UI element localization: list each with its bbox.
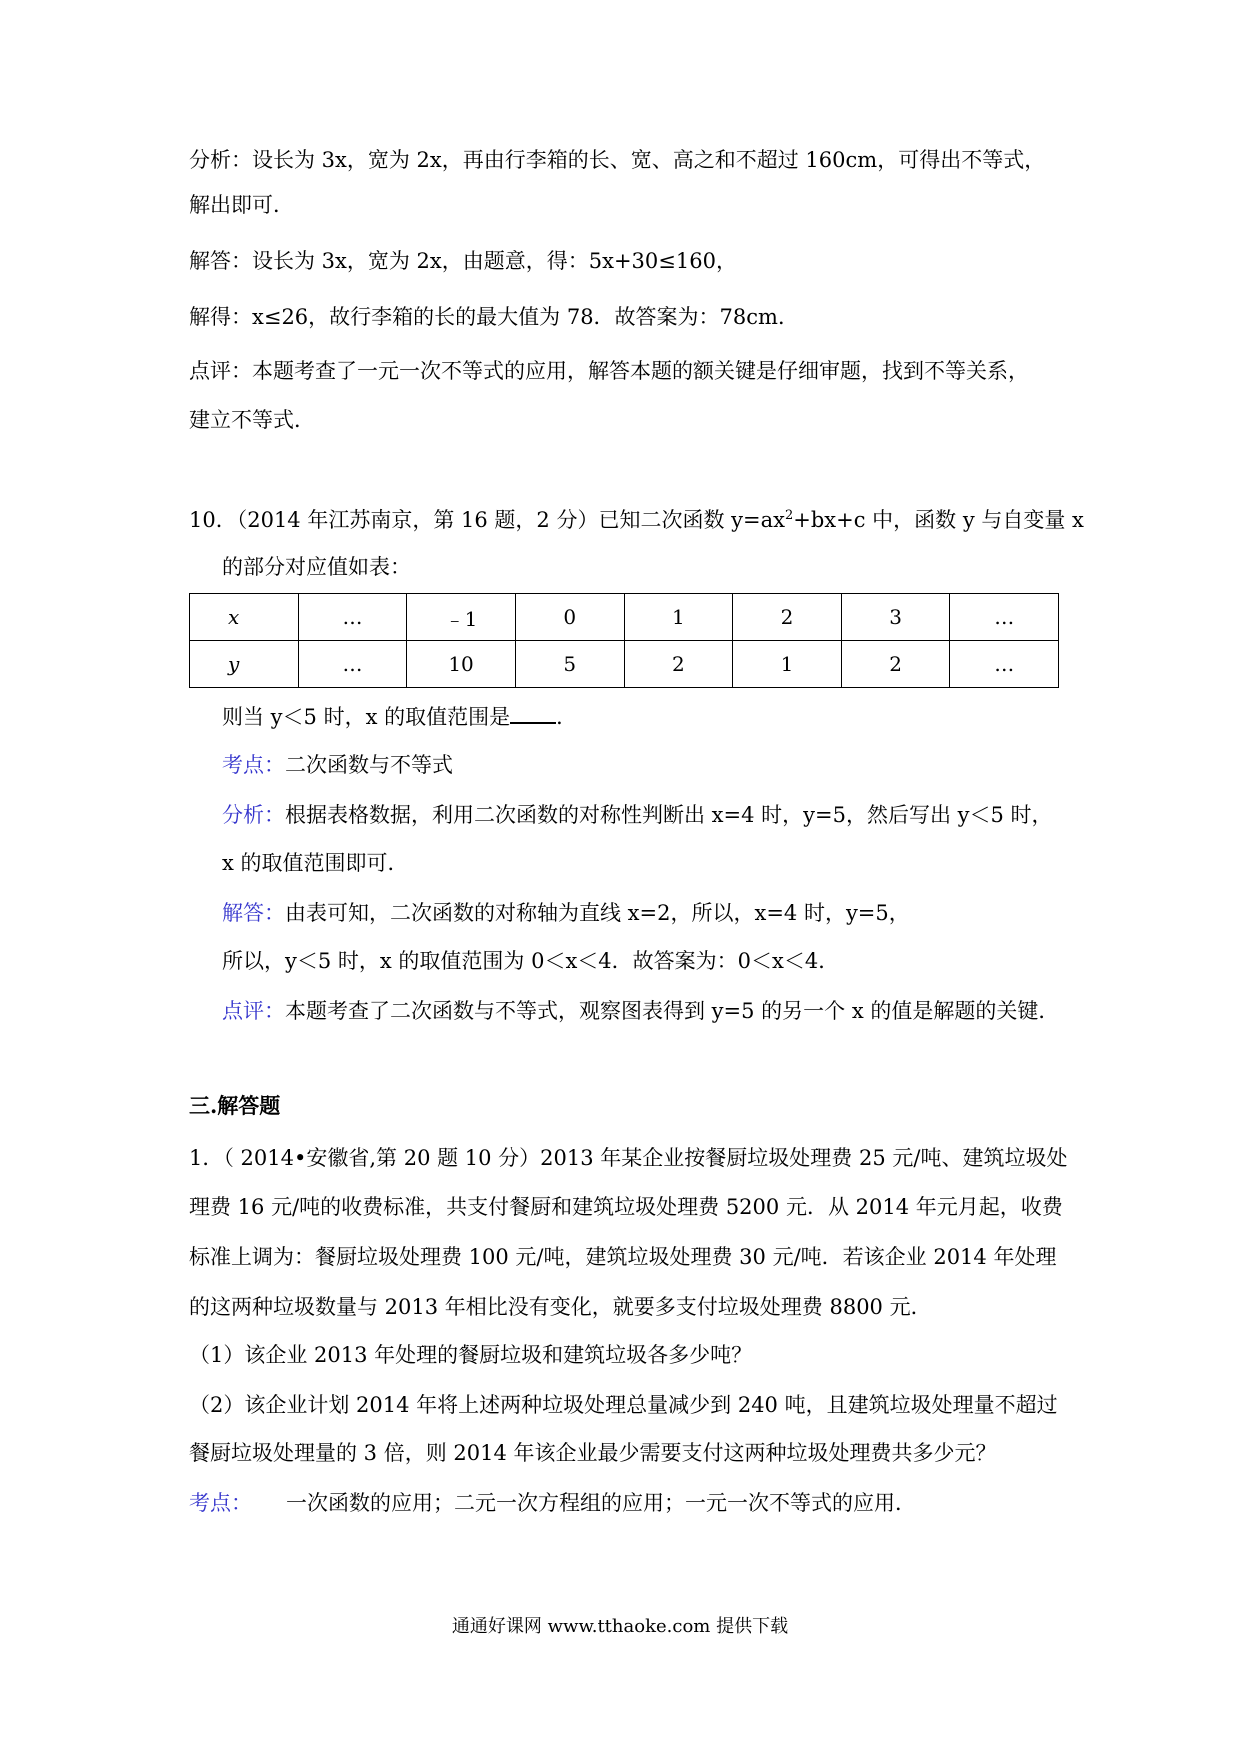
table-cell: 10: [407, 641, 516, 688]
solution-line-1: 解答：设长为 3x，宽为 2x，由题意，得：5x+30≤160，: [189, 249, 737, 273]
answer-blank: [510, 702, 556, 724]
dianping-text: 本题考查了二次函数与不等式，观察图表得到 y=5 的另一个 x 的值是解题的关键．: [285, 999, 1060, 1023]
table-cell: 3: [841, 594, 950, 641]
table-cell: 2: [624, 641, 733, 688]
fenxi-label: 分析：: [222, 803, 285, 827]
q1-line-1: 1．（ 2014•安徽省,第 20 题 10 分）2013 年某企业按餐厨垃圾处理费 25 元/吨、建筑垃圾处: [189, 1146, 1068, 1170]
table-cell: y: [190, 641, 299, 688]
table-cell: 0: [515, 594, 624, 641]
q1-line-4: 的这两种垃圾数量与 2013 年相比没有变化，就要多支付垃圾处理费 8800 元．: [189, 1295, 932, 1319]
q10-fenxi: [222, 800, 1053, 830]
section-title: 三.解答题: [189, 1093, 281, 1118]
analysis-line-1: 分析：设长为 3x，宽为 2x，再由行李箱的长、宽、高之和不超过 160cm，可得出不等式，: [189, 148, 1046, 172]
sub-question-1: （1）该企业 2013 年处理的餐厨垃圾和建筑垃圾各多少吨？: [189, 1343, 753, 1367]
kaodian-label: 考点：: [222, 753, 285, 777]
q10-kaodian: [222, 750, 453, 780]
table-cell: 2: [733, 594, 842, 641]
table-cell: 5: [515, 641, 624, 688]
comment-line-1: 点评：本题考查了一元一次不等式的应用，解答本题的额关键是仔细审题，找到不等关系，: [189, 359, 1029, 383]
q10-jieda: [222, 898, 910, 928]
jieda-text-1: 由表可知，二次函数的对称轴为直线 x=2，所以，x=4 时，y=5，: [285, 901, 910, 925]
page-footer: 通通好课网 www.tthaoke.com 提供下载: [451, 1616, 789, 1637]
fenxi-text-2: x 的取值范围即可．: [222, 851, 409, 875]
q1-kaodian: [189, 1488, 916, 1518]
table-cell: …: [298, 641, 407, 688]
table-cell: 1: [624, 594, 733, 641]
q10-question: [222, 702, 577, 732]
q1-line-2: 理费 16 元/吨的收费标准，共支付餐厨和建筑垃圾处理费 5200 元．从 2014 年元月起，收费: [189, 1195, 1063, 1219]
solution-line-2: 解得：x≤26，故行李箱的长的最大值为 78．故答案为：78cm．: [189, 305, 799, 329]
jieda-label: 解答：: [222, 901, 285, 925]
q10-dianping: [222, 996, 1059, 1026]
q1-kaodian-label: 考点：: [189, 1491, 252, 1515]
kaodian-text: 二次函数与不等式: [285, 753, 453, 777]
q1-kaodian-text: 一次函数的应用；二元一次方程组的应用；一元一次不等式的应用．: [286, 1491, 916, 1515]
q10-question-pre: 则当 y＜5 时，x 的取值范围是: [222, 705, 511, 729]
comment-line-2: 建立不等式．: [189, 408, 315, 432]
table-row-x: [190, 594, 1059, 641]
sub-question-2-line-2: 餐厨垃圾处理量的 3 倍，则 2014 年该企业最少需要支付这两种垃圾处理费共多少元？: [189, 1441, 997, 1465]
q10-exponent: 2: [784, 508, 794, 523]
q1-line-3: 标准上调为：餐厨垃圾处理费 100 元/吨，建筑垃圾处理费 30 元/吨．若该企业 2014 年处理: [189, 1245, 1057, 1269]
q10-heading-post: +bx+c 中，函数 y 与自变量 x: [793, 508, 1084, 532]
table-cell: x: [190, 594, 299, 641]
jieda-text-2: 所以，y＜5 时，x 的取值范围为 0＜x＜4．故答案为：0＜x＜4．: [222, 949, 840, 973]
table-cell: ﹣1: [407, 594, 516, 641]
value-table: [189, 593, 1059, 688]
q10-question-post: ．: [556, 705, 578, 729]
sub-question-2-line-1: （2）该企业计划 2014 年将上述两种垃圾处理总量减少到 240 吨，且建筑垃圾处理量不超过: [189, 1393, 1058, 1417]
table-cell: 2: [841, 641, 950, 688]
table-cell: …: [298, 594, 407, 641]
q10-heading-line-2: 的部分对应值如表：: [222, 555, 411, 579]
analysis-line-2: 解出即可．: [189, 193, 294, 217]
q10-heading-pre: 10．（2014 年江苏南京，第 16 题，2 分）已知二次函数 y=ax: [189, 508, 785, 532]
dianping-label: 点评：: [222, 999, 285, 1023]
q10-heading: [189, 505, 1084, 535]
table-cell: …: [950, 594, 1059, 641]
table-row-y: [190, 641, 1059, 688]
table-cell: 1: [733, 641, 842, 688]
table-cell: …: [950, 641, 1059, 688]
fenxi-text-1: 根据表格数据，利用二次函数的对称性判断出 x=4 时，y=5，然后写出 y＜5 时，: [285, 803, 1053, 827]
